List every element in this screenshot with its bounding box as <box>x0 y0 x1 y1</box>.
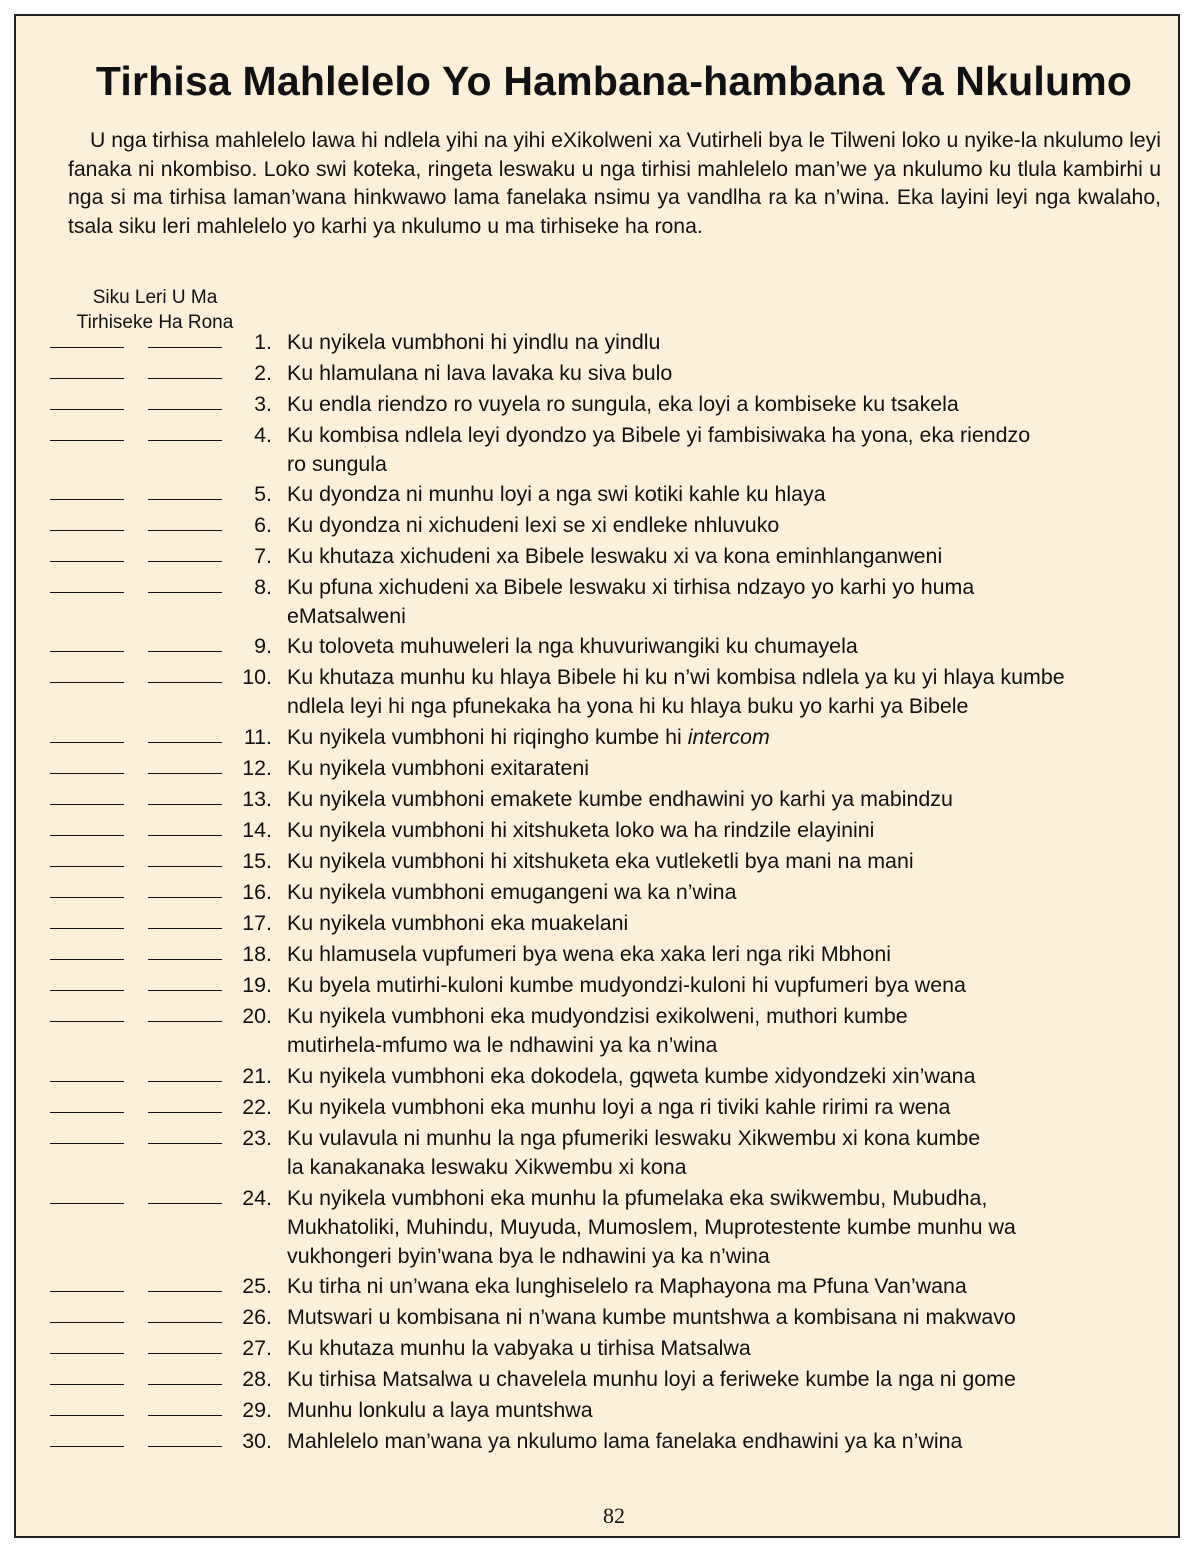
page-title: Tirhisa Mahlelelo Yo Hambana-hambana Ya Nkulumo <box>95 58 1133 104</box>
item-text-main: Ku kombisa ndlela leyi dyondzo ya Bibele yi fambisiwaka ha yona, eka riendzo ro sungula <box>287 423 1031 476</box>
date-blank-2[interactable] <box>148 1353 222 1354</box>
item-text-main: Ku nyikela vumbhoni hi yindlu na yindlu <box>287 330 661 354</box>
item-text-main: Ku nyikela vumbhoni eka munhu loyi a nga ri tiviki kahle ririmi ra wena <box>287 1095 951 1119</box>
item-number: 20. <box>242 1004 272 1028</box>
item-text-main: Ku nyikela vumbhoni eka mudyondzisi exikolweni, muthori kumbe mutirhela-mfumo wa le ndhawini ya ka n’wina <box>287 1004 908 1057</box>
item-number: 12. <box>242 756 272 780</box>
date-blank-2[interactable] <box>148 1021 222 1022</box>
item-number: 19. <box>242 973 272 997</box>
date-blank-2[interactable] <box>148 866 222 867</box>
item-text <box>287 421 1157 479</box>
item-number: 17. <box>242 911 272 935</box>
date-blank-2[interactable] <box>148 378 222 379</box>
item-text-main: Ku nyikela vumbhoni eka munhu la pfumelaka eka swikwembu, Mubudha, Mukhatoliki, Muhindu, Muyuda, Mumoslem, Muprotestente kumbe munhu wa vukhongeri byin’wana bya le ndhawini ya ka n’wina <box>287 1186 1016 1268</box>
item-number: 4. <box>254 423 272 447</box>
date-blank-2[interactable] <box>148 409 222 410</box>
item-number: 7. <box>254 544 272 568</box>
item-text-main: Ku endla riendzo ro vuyela ro sungula, eka loyi a kombiseke ku tsakela <box>287 392 959 416</box>
item-text <box>287 573 1157 631</box>
item-text <box>287 480 1157 509</box>
date-blank-2[interactable] <box>148 742 222 743</box>
date-blank-2[interactable] <box>148 530 222 531</box>
item-text-main: Ku nyikela vumbhoni hi xitshuketa eka vutleketli bya mani na mani <box>287 849 914 873</box>
item-text <box>287 971 1157 1000</box>
date-blank-2[interactable] <box>148 990 222 991</box>
date-blank-1[interactable] <box>50 682 124 683</box>
item-text <box>287 940 1157 969</box>
item-text <box>287 511 1157 540</box>
date-blank-2[interactable] <box>148 1143 222 1144</box>
date-blank-2[interactable] <box>148 897 222 898</box>
item-text <box>287 1427 1157 1456</box>
date-column-header: Siku Leri U Ma Tirhiseke Ha Rona <box>76 287 234 333</box>
date-blank-2[interactable] <box>148 1291 222 1292</box>
date-blank-2[interactable] <box>148 682 222 683</box>
item-number: 22. <box>242 1095 272 1119</box>
item-text-main: Ku pfuna xichudeni xa Bibele leswaku xi tirhisa ndzayo yo karhi yo huma eMatsalweni <box>287 575 975 628</box>
date-blank-2[interactable] <box>148 804 222 805</box>
date-blank-1[interactable] <box>50 742 124 743</box>
date-blank-2[interactable] <box>148 835 222 836</box>
item-text <box>287 723 1157 752</box>
date-blank-1[interactable] <box>50 1291 124 1292</box>
item-number: 1. <box>254 330 272 354</box>
date-blank-2[interactable] <box>148 651 222 652</box>
date-blank-2[interactable] <box>148 1203 222 1204</box>
item-text <box>287 328 1157 357</box>
item-number: 13. <box>242 787 272 811</box>
item-text <box>287 1303 1157 1332</box>
item-text-italic: intercom <box>687 725 770 749</box>
date-blank-1[interactable] <box>50 928 124 929</box>
item-number: 24. <box>242 1186 272 1210</box>
item-text-main: Ku hlamulana ni lava lavaka ku siva bulo <box>287 361 673 385</box>
date-blank-1[interactable] <box>50 1353 124 1354</box>
item-text-main: Ku nyikela vumbhoni exitarateni <box>287 756 590 780</box>
date-blank-1[interactable] <box>50 440 124 441</box>
item-text <box>287 542 1157 571</box>
item-number: 21. <box>242 1064 272 1088</box>
item-text-main: Ku hlamusela vupfumeri bya wena eka xaka leri nga riki Mbhoni <box>287 942 892 966</box>
item-text <box>287 1272 1157 1301</box>
date-blank-2[interactable] <box>148 1446 222 1447</box>
date-blank-1[interactable] <box>50 499 124 500</box>
item-number: 28. <box>242 1367 272 1391</box>
item-number: 27. <box>242 1336 272 1360</box>
date-blank-2[interactable] <box>148 592 222 593</box>
date-blank-2[interactable] <box>148 928 222 929</box>
date-blank-1[interactable] <box>50 1203 124 1204</box>
item-text-main: Ku nyikela vumbhoni eka dokodela, gqweta kumbe xidyondzeki xin’wana <box>287 1064 976 1088</box>
item-number: 8. <box>254 575 272 599</box>
date-blank-1[interactable] <box>50 409 124 410</box>
item-text <box>287 390 1157 419</box>
item-number: 18. <box>242 942 272 966</box>
date-blank-1[interactable] <box>50 835 124 836</box>
item-text-main: Ku nyikela vumbhoni eka muakelani <box>287 911 629 935</box>
item-text-main: Ku nyikela vumbhoni hi xitshuketa loko wa ha rindzile elayinini <box>287 818 875 842</box>
date-blank-2[interactable] <box>148 347 222 348</box>
date-blank-1[interactable] <box>50 651 124 652</box>
date-blank-1[interactable] <box>50 773 124 774</box>
date-blank-1[interactable] <box>50 990 124 991</box>
date-blank-1[interactable] <box>50 866 124 867</box>
date-blank-1[interactable] <box>50 1081 124 1082</box>
item-number: 11. <box>243 725 272 749</box>
item-text-main: Munhu lonkulu a laya muntshwa <box>287 1398 593 1422</box>
item-text <box>287 785 1157 814</box>
page-number: 82 <box>603 1503 625 1528</box>
date-blank-2[interactable] <box>148 1384 222 1385</box>
date-blank-2[interactable] <box>148 440 222 441</box>
item-number: 30. <box>242 1429 272 1453</box>
item-number: 3. <box>254 392 272 416</box>
item-number: 6. <box>254 513 272 537</box>
item-text <box>287 878 1157 907</box>
item-text-main: Ku tirha ni un’wana eka lunghiselelo ra Maphayona ma Pfuna Van’wana <box>287 1274 967 1298</box>
item-number: 26. <box>242 1305 272 1329</box>
item-text <box>287 359 1157 388</box>
item-text <box>287 1124 1157 1182</box>
item-number: 25. <box>242 1274 272 1298</box>
date-blank-2[interactable] <box>148 1415 222 1416</box>
item-text <box>287 909 1157 938</box>
item-number: 29. <box>242 1398 272 1422</box>
date-blank-1[interactable] <box>50 561 124 562</box>
item-text-main: Ku byela mutirhi-kuloni kumbe mudyondzi-kuloni hi vupfumeri bya wena <box>287 973 966 997</box>
date-blank-2[interactable] <box>148 1081 222 1082</box>
item-text-main: Ku khutaza munhu ku hlaya Bibele hi ku n’wi kombisa ndlela ya ku yi hlaya kumbe ndlela leyi hi nga pfunekaka ha yona hi ku hlaya buku yo karhi ya Bibele <box>287 665 1065 718</box>
item-text-main: Ku khutaza munhu la vabyaka u tirhisa Matsalwa <box>287 1336 751 1360</box>
item-text-main: Ku toloveta muhuweleri la nga khuvuriwangiki ku chumayela <box>287 634 858 658</box>
item-text <box>287 847 1157 876</box>
item-number: 10. <box>242 665 272 689</box>
date-blank-1[interactable] <box>50 1415 124 1416</box>
item-text-main: Ku vulavula ni munhu la nga pfumeriki leswaku Xikwembu xi kona kumbe la kanakanaka leswaku Xikwembu xi kona <box>287 1126 981 1179</box>
date-blank-2[interactable] <box>148 499 222 500</box>
date-blank-1[interactable] <box>50 1021 124 1022</box>
date-blank-2[interactable] <box>148 773 222 774</box>
item-text <box>287 1184 1157 1271</box>
item-number: 2. <box>254 361 272 385</box>
date-blank-1[interactable] <box>50 347 124 348</box>
item-text-main: Ku khutaza xichudeni xa Bibele leswaku xi va kona eminhlanganweni <box>287 544 943 568</box>
item-text-main: Ku dyondza ni munhu loyi a nga swi kotiki kahle ku hlaya <box>287 482 826 506</box>
item-number: 5. <box>254 482 272 506</box>
date-blank-1[interactable] <box>50 804 124 805</box>
item-text <box>287 1062 1157 1091</box>
item-number: 15. <box>242 849 272 873</box>
item-text <box>287 816 1157 845</box>
date-blank-2[interactable] <box>148 561 222 562</box>
date-blank-2[interactable] <box>148 1112 222 1113</box>
item-text-main: Ku tirhisa Matsalwa u chavelela munhu loyi a feriweke kumbe la nga ni gome <box>287 1367 1016 1391</box>
item-text <box>287 1396 1157 1425</box>
date-blank-1[interactable] <box>50 1112 124 1113</box>
item-number: 9. <box>254 634 272 658</box>
item-text-main: Ku nyikela vumbhoni emugangeni wa ka n’wina <box>287 880 737 904</box>
item-text <box>287 1093 1157 1122</box>
date-blank-1[interactable] <box>50 1446 124 1447</box>
item-text-main: Mutswari u kombisana ni n’wana kumbe muntshwa a kombisana ni makwavo <box>287 1305 1016 1329</box>
date-blank-1[interactable] <box>50 1322 124 1323</box>
item-text <box>287 1002 1157 1060</box>
item-text <box>287 663 1157 721</box>
item-number: 14. <box>242 818 272 842</box>
date-blank-2[interactable] <box>148 959 222 960</box>
date-blank-1[interactable] <box>50 959 124 960</box>
item-text-main: Mahlelelo man’wana ya nkulumo lama fanelaka endhawini ya ka n’wina <box>287 1429 963 1453</box>
date-blank-1[interactable] <box>50 897 124 898</box>
item-text-main: Ku nyikela vumbhoni hi riqingho kumbe hi <box>287 725 682 749</box>
item-text <box>287 632 1157 661</box>
item-number: 23. <box>242 1126 272 1150</box>
date-blank-1[interactable] <box>50 530 124 531</box>
item-number: 16. <box>242 880 272 904</box>
item-text <box>287 754 1157 783</box>
date-blank-1[interactable] <box>50 1384 124 1385</box>
date-blank-1[interactable] <box>50 592 124 593</box>
intro-paragraph: U nga tirhisa mahlelelo lawa hi ndlela yihi na yihi eXikolweni xa Vutirheli bya le Tilweni loko u nyike-la nkulumo leyi fanaka ni nkombiso. Loko swi koteka, ringeta leswaku u nga tirhisi mahlelelo man’we ya nkulumo ku tlula kambirhi u nga si ma tirhisa laman’wana hinkwawo lama fanelaka nsimu ya vandlha ra ka n’wina. Eka layini leyi nga kwalaho, tsala siku leri mahlelelo yo karhi ya nkulumo u ma tirhiseke ha rona. <box>68 129 1161 238</box>
item-text <box>287 1365 1157 1394</box>
date-blank-2[interactable] <box>148 1322 222 1323</box>
item-text-main: Ku dyondza ni xichudeni lexi se xi endleke nhluvuko <box>287 513 780 537</box>
item-text <box>287 1334 1157 1363</box>
item-text-main: Ku nyikela vumbhoni emakete kumbe endhawini yo karhi ya mabindzu <box>287 787 953 811</box>
date-blank-1[interactable] <box>50 1143 124 1144</box>
date-blank-1[interactable] <box>50 378 124 379</box>
